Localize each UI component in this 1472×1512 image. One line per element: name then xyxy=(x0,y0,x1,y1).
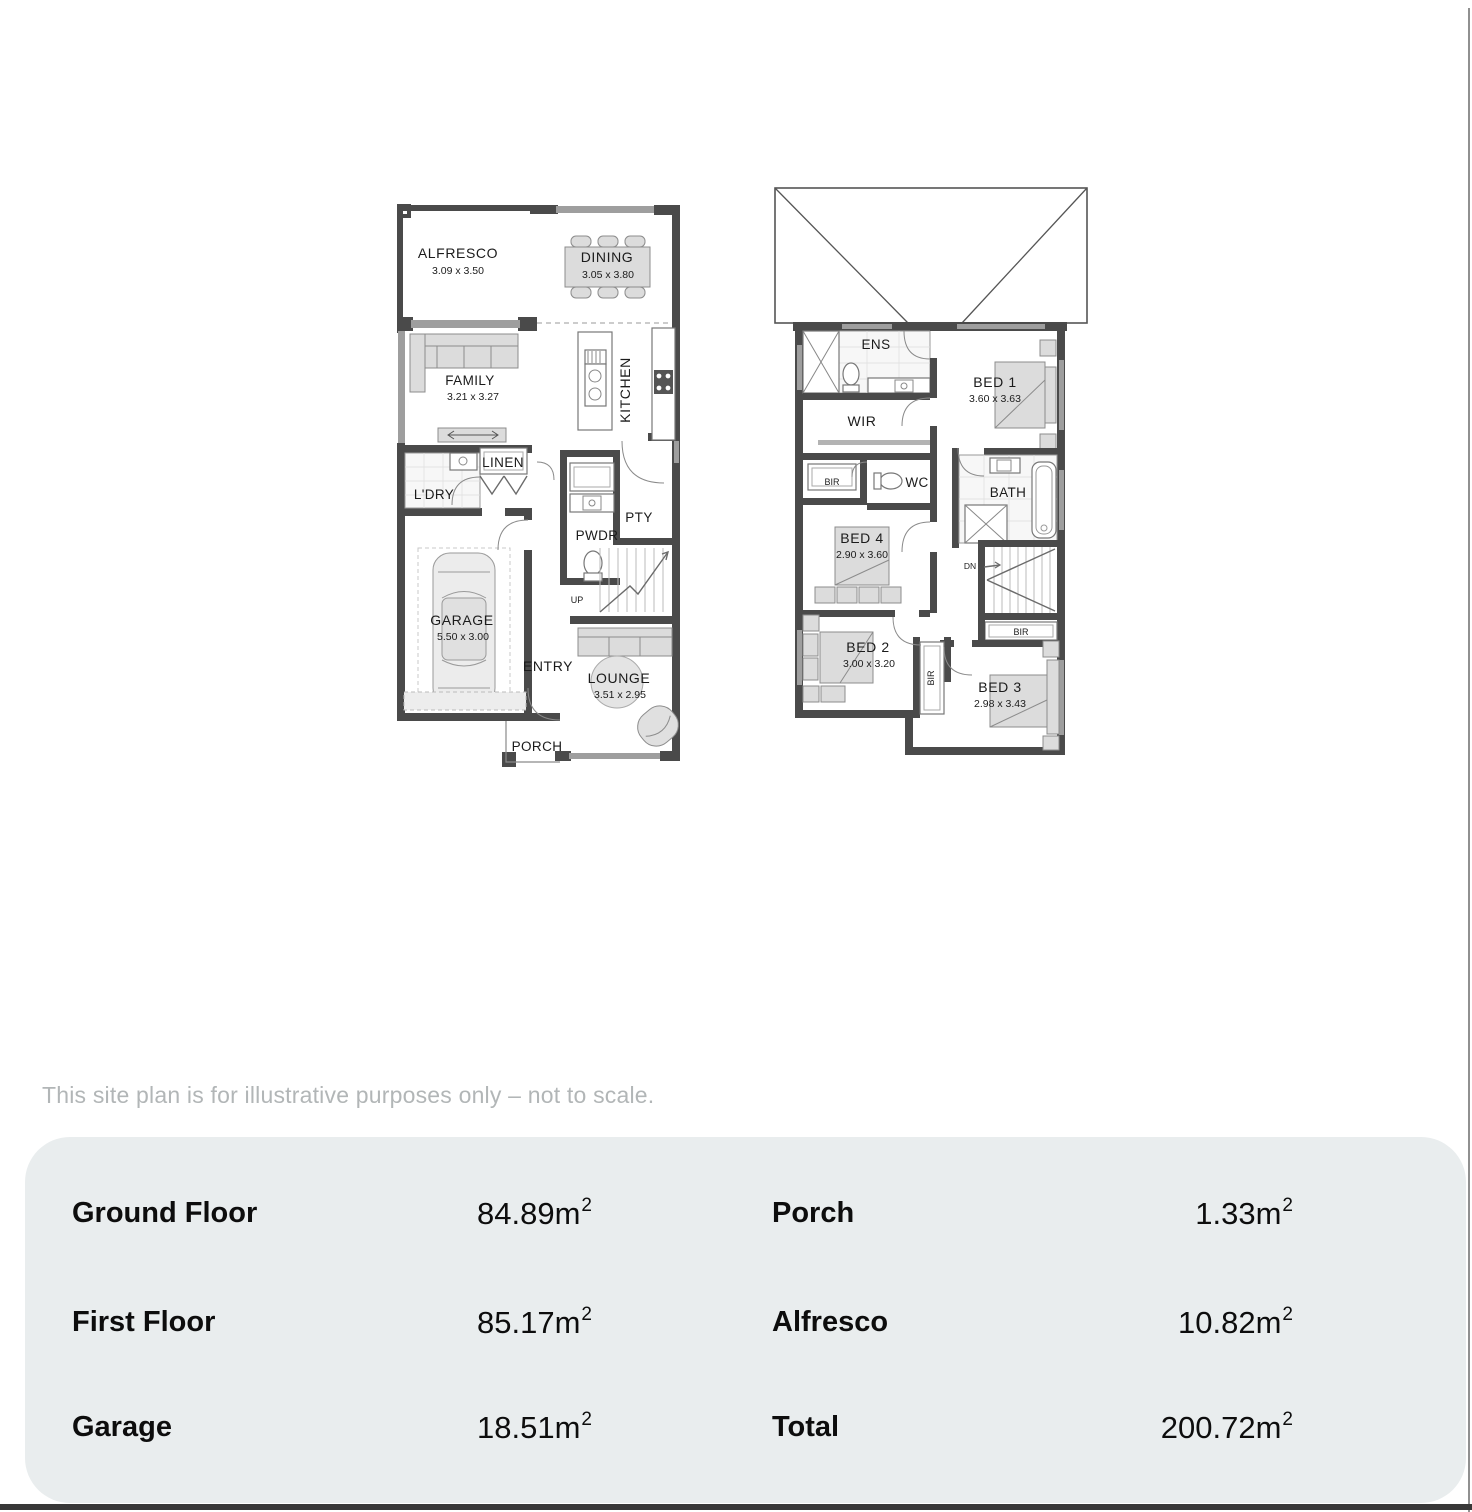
kitchen-island-icon xyxy=(578,332,612,430)
room-label-bed1: BED 1 xyxy=(973,374,1017,390)
room-label-pwdr: PWDR xyxy=(575,528,619,543)
room-label-wc: WC xyxy=(905,475,929,490)
area-row-total xyxy=(772,1408,1293,1445)
area-value: $200.72m^2$ xyxy=(1160,1408,1293,1445)
area-column-left xyxy=(72,1137,592,1503)
room-label-bath: BATH xyxy=(989,485,1027,500)
room-label-garage: GARAGE xyxy=(430,612,494,628)
disclaimer-text: This site plan is for illustrative purposes only – not to scale. xyxy=(42,1082,655,1108)
room-label-lounge: LOUNGE xyxy=(587,670,651,686)
room-label-wir: WIR xyxy=(847,413,877,429)
lounge-sofa-icon xyxy=(578,628,672,656)
garage-door-icon xyxy=(404,692,526,710)
cooktop-icon xyxy=(652,328,675,440)
area-row-garage xyxy=(72,1408,592,1445)
area-row-alfresco xyxy=(772,1303,1293,1340)
room-label-bed4: BED 4 xyxy=(840,530,884,546)
room-label-up: UP xyxy=(570,595,584,605)
area-row-ground-floor xyxy=(72,1194,592,1231)
room-label-bed3: BED 3 xyxy=(978,679,1022,695)
toilet-icon xyxy=(843,363,859,385)
area-value: $1.33m^2$ xyxy=(1195,1194,1293,1231)
room-dims-family: 3.21 x 3.27 xyxy=(447,391,499,403)
first-floor-plan xyxy=(775,188,1087,755)
room-label-alfresco: ALFRESCO xyxy=(417,245,499,261)
car-icon xyxy=(418,548,510,710)
laundry-sink-icon xyxy=(450,453,477,470)
area-label: Total xyxy=(772,1411,840,1443)
room-dims-alfresco: 3.09 x 3.50 xyxy=(432,265,484,277)
room-label-entry: ENTRY xyxy=(522,658,574,674)
room-label-dn: DN xyxy=(963,561,977,571)
area-label: Alfresco xyxy=(772,1306,889,1338)
wc-toilet-icon xyxy=(874,473,902,489)
tv-unit-icon xyxy=(438,428,506,442)
room-label-dining: DINING xyxy=(580,249,634,265)
area-value: $18.51m^2$ xyxy=(477,1408,592,1445)
room-label-linen: LINEN xyxy=(482,455,524,470)
roof-icon xyxy=(775,188,1087,323)
room-dims-dining: 3.05 x 3.80 xyxy=(582,269,634,281)
area-label: Porch xyxy=(772,1197,855,1229)
room-label-ldry: L'DRY xyxy=(413,487,455,502)
room-dims-bed4: 2.90 x 3.60 xyxy=(836,549,888,561)
room-label-pty: PTY xyxy=(625,510,653,525)
room-label-bir-left: BIR xyxy=(824,477,840,487)
area-label: Ground Floor xyxy=(72,1197,258,1229)
area-row-porch xyxy=(772,1194,1293,1231)
area-label: First Floor xyxy=(72,1306,216,1338)
room-label-bir-mid: BIR xyxy=(926,670,936,686)
room-dims-bed1: 3.60 x 3.63 xyxy=(969,393,1021,405)
room-label-porch: PORCH xyxy=(511,739,563,754)
toilet-icon xyxy=(584,551,602,581)
ground-floor-plan xyxy=(397,204,685,767)
window-edge-right xyxy=(1468,8,1470,1512)
powder-vanity-icon xyxy=(570,494,614,512)
area-row-first-floor xyxy=(72,1303,592,1340)
room-label-ens: ENS xyxy=(861,337,891,352)
dining-table-icon xyxy=(565,236,650,298)
area-value: $10.82m^2$ xyxy=(1178,1303,1293,1340)
area-label: Garage xyxy=(72,1411,172,1443)
room-dims-garage: 5.50 x 3.00 xyxy=(437,631,489,643)
room-label-bed2: BED 2 xyxy=(846,639,890,655)
area-summary-panel xyxy=(25,1137,1466,1503)
wardrobe-rail xyxy=(818,440,930,445)
room-label-bir-stairs: BIR xyxy=(1013,627,1029,637)
room-label-kitchen: KITCHEN xyxy=(617,357,633,423)
bed3-icon xyxy=(990,641,1059,750)
room-dims-lounge: 3.51 x 2.95 xyxy=(594,689,646,701)
pantry-fridge-icon xyxy=(570,463,614,491)
room-dims-bed2: 3.00 x 3.20 xyxy=(843,658,895,670)
area-value: $85.17m^2$ xyxy=(477,1303,592,1340)
window-edge-bottom xyxy=(0,1504,1472,1510)
area-column-right xyxy=(772,1137,1293,1503)
room-label-family: FAMILY xyxy=(445,373,495,388)
area-value: $84.89m^2$ xyxy=(477,1194,592,1231)
stairs-down-icon xyxy=(984,547,1055,613)
room-dims-bed3: 2.98 x 3.43 xyxy=(974,698,1026,710)
